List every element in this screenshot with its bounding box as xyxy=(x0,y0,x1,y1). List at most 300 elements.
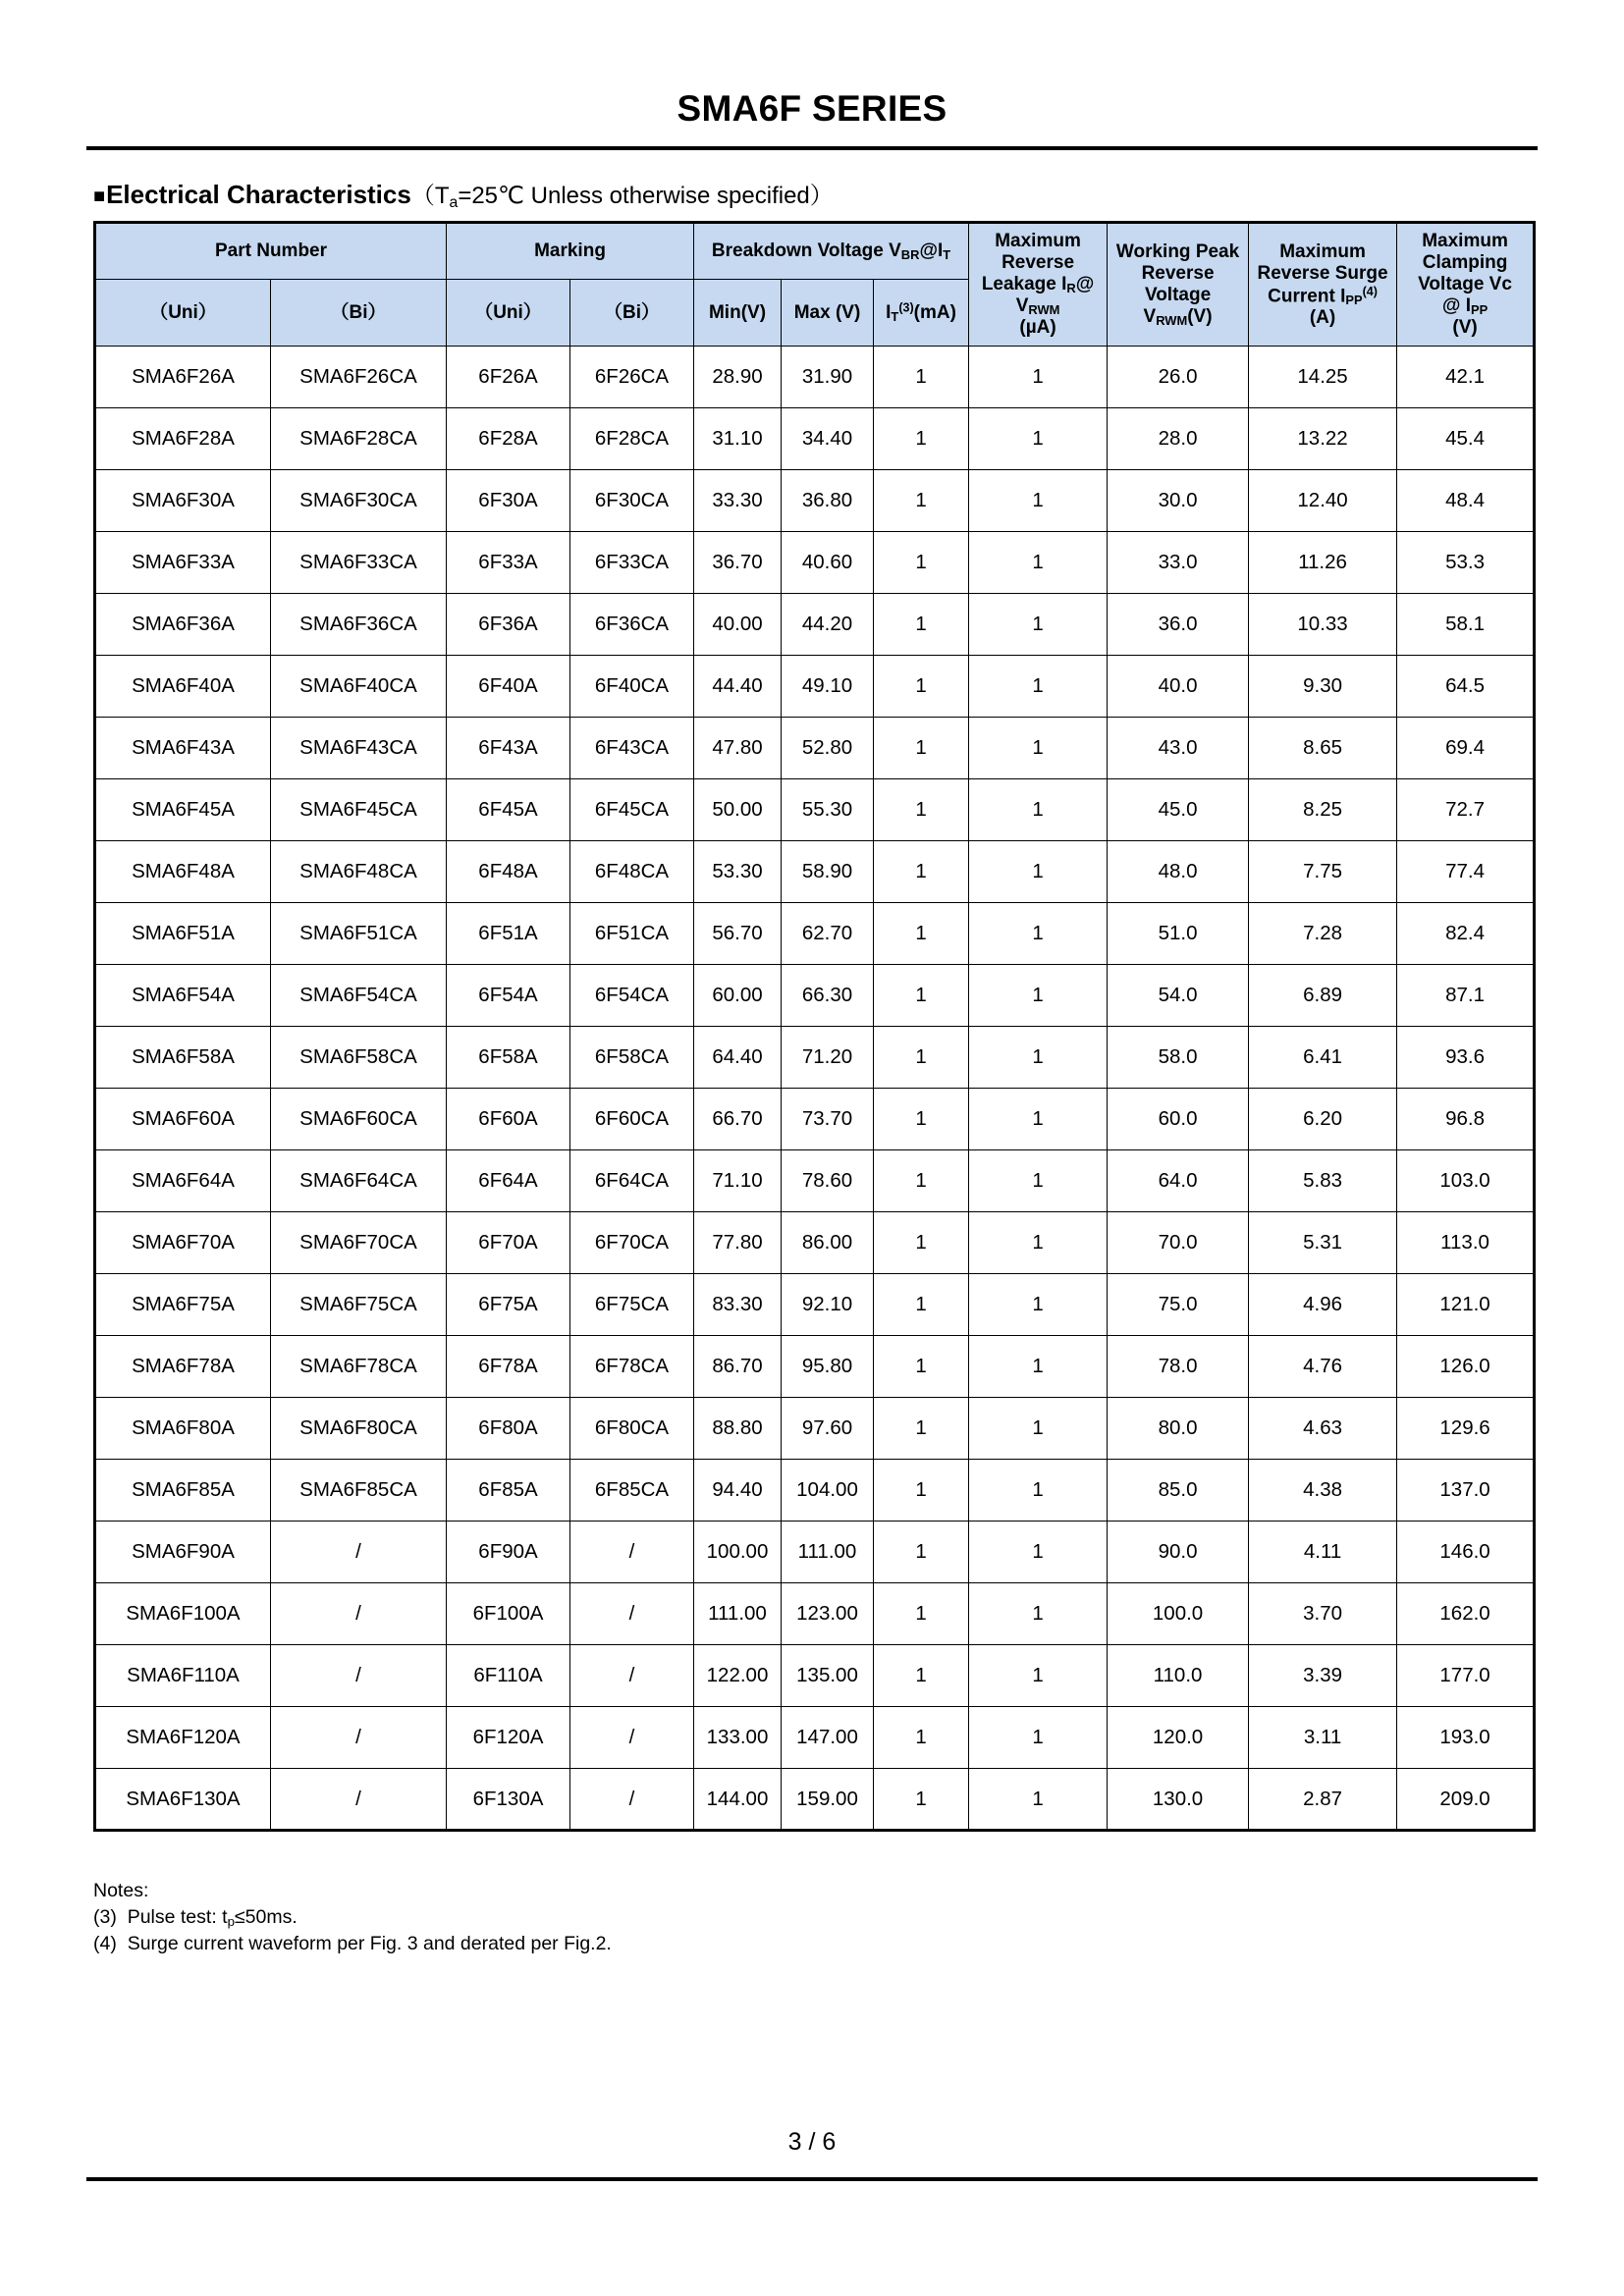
cell-working-peak-voltage: 110.0 xyxy=(1108,1645,1249,1707)
cell-vbr-max: 123.00 xyxy=(782,1583,874,1645)
cell-reverse-surge-current: 3.39 xyxy=(1249,1645,1397,1707)
cell-vbr-max: 66.30 xyxy=(782,965,874,1027)
cell-working-peak-voltage: 33.0 xyxy=(1108,532,1249,594)
cell-vbr-min: 53.30 xyxy=(694,841,782,903)
cell-it: 1 xyxy=(874,1212,969,1274)
table-row xyxy=(95,1398,1535,1460)
cell-marking-uni: 6F60A xyxy=(447,1089,570,1150)
cell-part-number-uni: SMA6F60A xyxy=(95,1089,271,1150)
cell-vbr-min: 56.70 xyxy=(694,903,782,965)
cell-part-number-bi: SMA6F26CA xyxy=(271,347,447,408)
cell-working-peak-voltage: 45.0 xyxy=(1108,779,1249,841)
breakdown-voltage-text: Breakdown Voltage V xyxy=(711,240,901,262)
cell-vbr-max: 78.60 xyxy=(782,1150,874,1212)
cell-part-number-uni: SMA6F90A xyxy=(95,1522,271,1583)
cell-marking-uni: 6F100A xyxy=(447,1583,570,1645)
cell-working-peak-voltage: 85.0 xyxy=(1108,1460,1249,1522)
subcol-vbr-min: Min(V) xyxy=(694,280,782,347)
cell-reverse-surge-current: 6.20 xyxy=(1249,1089,1397,1150)
cell-vbr-min: 44.40 xyxy=(694,656,782,718)
cell-reverse-surge-current: 7.75 xyxy=(1249,841,1397,903)
cell-reverse-surge-current: 11.26 xyxy=(1249,532,1397,594)
cell-working-peak-voltage: 48.0 xyxy=(1108,841,1249,903)
cell-reverse-leakage: 1 xyxy=(969,1274,1108,1336)
max-clamp-line3: Voltage Vc xyxy=(1418,274,1512,295)
cell-it: 1 xyxy=(874,1274,969,1336)
cell-part-number-bi: SMA6F80CA xyxy=(271,1398,447,1460)
cell-marking-bi: 6F54CA xyxy=(570,965,694,1027)
table-row xyxy=(95,1089,1535,1150)
cell-marking-bi: 6F36CA xyxy=(570,594,694,656)
breakdown-voltage-at: @I xyxy=(919,240,944,262)
cell-marking-bi: 6F28CA xyxy=(570,408,694,470)
cell-it: 1 xyxy=(874,841,969,903)
table-row xyxy=(95,965,1535,1027)
cell-clamping-voltage: 177.0 xyxy=(1397,1645,1535,1707)
cell-vbr-max: 34.40 xyxy=(782,408,874,470)
cell-working-peak-voltage: 30.0 xyxy=(1108,470,1249,532)
cell-clamping-voltage: 45.4 xyxy=(1397,408,1535,470)
cell-reverse-surge-current: 8.65 xyxy=(1249,718,1397,779)
cell-part-number-uni: SMA6F78A xyxy=(95,1336,271,1398)
cell-it: 1 xyxy=(874,470,969,532)
cell-it: 1 xyxy=(874,1089,969,1150)
cell-reverse-surge-current: 8.25 xyxy=(1249,779,1397,841)
cell-vbr-max: 40.60 xyxy=(782,532,874,594)
cell-part-number-uni: SMA6F120A xyxy=(95,1707,271,1769)
max-reverse-leakage-line1: Maximum xyxy=(995,231,1081,252)
table-row xyxy=(95,347,1535,408)
cell-part-number-uni: SMA6F64A xyxy=(95,1150,271,1212)
cell-reverse-surge-current: 5.83 xyxy=(1249,1150,1397,1212)
cell-clamping-voltage: 82.4 xyxy=(1397,903,1535,965)
cell-vbr-max: 49.10 xyxy=(782,656,874,718)
cell-marking-uni: 6F45A xyxy=(447,779,570,841)
cell-vbr-max: 92.10 xyxy=(782,1274,874,1336)
cell-part-number-uni: SMA6F100A xyxy=(95,1583,271,1645)
cell-reverse-leakage: 1 xyxy=(969,408,1108,470)
cell-working-peak-voltage: 36.0 xyxy=(1108,594,1249,656)
cell-vbr-max: 95.80 xyxy=(782,1336,874,1398)
max-reverse-leakage-line3: Leakage $I_R@$ xyxy=(981,274,1095,296)
cell-part-number-uni: SMA6F130A xyxy=(95,1769,271,1831)
cell-it: 1 xyxy=(874,965,969,1027)
cell-clamping-voltage: 87.1 xyxy=(1397,965,1535,1027)
table-row xyxy=(95,1027,1535,1089)
cell-part-number-bi: SMA6F64CA xyxy=(271,1150,447,1212)
cell-marking-bi: 6F48CA xyxy=(570,841,694,903)
cell-reverse-surge-current: 4.76 xyxy=(1249,1336,1397,1398)
cell-clamping-voltage: 137.0 xyxy=(1397,1460,1535,1522)
cell-reverse-leakage: 1 xyxy=(969,965,1108,1027)
cell-marking-bi: 6F80CA xyxy=(570,1398,694,1460)
cell-working-peak-voltage: 70.0 xyxy=(1108,1212,1249,1274)
cell-part-number-bi: / xyxy=(271,1707,447,1769)
cell-part-number-uni: SMA6F54A xyxy=(95,965,271,1027)
cell-working-peak-voltage: 78.0 xyxy=(1108,1336,1249,1398)
table-row xyxy=(95,594,1535,656)
cell-reverse-surge-current: 9.30 xyxy=(1249,656,1397,718)
max-clamp-unit: (V) xyxy=(1452,317,1478,339)
table-row xyxy=(95,1583,1535,1645)
cell-clamping-voltage: 126.0 xyxy=(1397,1336,1535,1398)
table-row xyxy=(95,532,1535,594)
title-divider xyxy=(86,146,1538,150)
cell-marking-bi: 6F64CA xyxy=(570,1150,694,1212)
cell-it: 1 xyxy=(874,594,969,656)
cell-vbr-min: 66.70 xyxy=(694,1089,782,1150)
cell-it: 1 xyxy=(874,1769,969,1831)
cell-marking-uni: 6F120A xyxy=(447,1707,570,1769)
cell-part-number-uni: SMA6F36A xyxy=(95,594,271,656)
cell-marking-bi: / xyxy=(570,1707,694,1769)
cell-clamping-voltage: 77.4 xyxy=(1397,841,1535,903)
cell-reverse-leakage: 1 xyxy=(969,1398,1108,1460)
cell-reverse-surge-current: 13.22 xyxy=(1249,408,1397,470)
cell-working-peak-voltage: 130.0 xyxy=(1108,1769,1249,1831)
notes-block xyxy=(93,1878,1624,1956)
cell-reverse-surge-current: 3.70 xyxy=(1249,1583,1397,1645)
cell-vbr-max: 159.00 xyxy=(782,1769,874,1831)
table-row xyxy=(95,408,1535,470)
cell-it: 1 xyxy=(874,1522,969,1583)
cell-reverse-surge-current: 6.89 xyxy=(1249,965,1397,1027)
cell-clamping-voltage: 129.6 xyxy=(1397,1398,1535,1460)
cell-it: 1 xyxy=(874,408,969,470)
cell-it: 1 xyxy=(874,1398,969,1460)
note-3-number: (3) xyxy=(93,1905,117,1928)
cell-vbr-max: 62.70 xyxy=(782,903,874,965)
cell-marking-uni: 6F28A xyxy=(447,408,570,470)
table-row xyxy=(95,656,1535,718)
cell-vbr-min: 133.00 xyxy=(694,1707,782,1769)
cell-reverse-leakage: 1 xyxy=(969,779,1108,841)
cell-reverse-leakage: 1 xyxy=(969,656,1108,718)
cell-vbr-min: 33.30 xyxy=(694,470,782,532)
cell-reverse-surge-current: 14.25 xyxy=(1249,347,1397,408)
cell-marking-uni: 6F78A xyxy=(447,1336,570,1398)
cell-part-number-bi: SMA6F43CA xyxy=(271,718,447,779)
max-surge-line1: Maximum xyxy=(1279,240,1366,262)
cell-part-number-uni: SMA6F43A xyxy=(95,718,271,779)
subcol-it: $I_T^{(3)}(mA)$ xyxy=(874,280,969,347)
section-bullet-icon: ■ xyxy=(93,186,107,207)
cell-marking-uni: 6F54A xyxy=(447,965,570,1027)
cell-working-peak-voltage: 40.0 xyxy=(1108,656,1249,718)
cell-part-number-bi: SMA6F54CA xyxy=(271,965,447,1027)
cell-part-number-bi: / xyxy=(271,1645,447,1707)
cell-vbr-min: 36.70 xyxy=(694,532,782,594)
cell-reverse-leakage: 1 xyxy=(969,1336,1108,1398)
cell-part-number-bi: SMA6F36CA xyxy=(271,594,447,656)
cell-part-number-bi: SMA6F75CA xyxy=(271,1274,447,1336)
table-row xyxy=(95,1336,1535,1398)
cell-clamping-voltage: 53.3 xyxy=(1397,532,1535,594)
cell-vbr-min: 50.00 xyxy=(694,779,782,841)
working-peak-line4: $V_{RWM}(V)$ xyxy=(1143,306,1213,329)
section-heading xyxy=(93,181,1624,211)
cell-part-number-bi: / xyxy=(271,1583,447,1645)
cell-part-number-bi: SMA6F45CA xyxy=(271,779,447,841)
cell-working-peak-voltage: 54.0 xyxy=(1108,965,1249,1027)
cell-it: 1 xyxy=(874,1583,969,1645)
cell-reverse-leakage: 1 xyxy=(969,1212,1108,1274)
cell-vbr-min: 47.80 xyxy=(694,718,782,779)
cell-working-peak-voltage: 120.0 xyxy=(1108,1707,1249,1769)
cell-vbr-min: 94.40 xyxy=(694,1460,782,1522)
cell-vbr-min: 71.10 xyxy=(694,1150,782,1212)
cell-vbr-min: 60.00 xyxy=(694,965,782,1027)
subcol-marking-uni: （Uni） xyxy=(447,280,570,347)
section-heading-label: Electrical Characteristics xyxy=(106,180,411,209)
cell-vbr-min: 64.40 xyxy=(694,1027,782,1089)
cell-vbr-min: 88.80 xyxy=(694,1398,782,1460)
cell-marking-bi: 6F85CA xyxy=(570,1460,694,1522)
cell-marking-bi: / xyxy=(570,1645,694,1707)
cell-vbr-min: 31.10 xyxy=(694,408,782,470)
table-row xyxy=(95,1274,1535,1336)
cell-clamping-voltage: 64.5 xyxy=(1397,656,1535,718)
working-peak-line3: Voltage xyxy=(1144,285,1212,306)
cell-part-number-bi: SMA6F28CA xyxy=(271,408,447,470)
max-clamp-line4: @ $I_{PP}$ xyxy=(1441,295,1489,318)
cell-vbr-min: 100.00 xyxy=(694,1522,782,1583)
page-title: SMA6F SERIES xyxy=(677,88,947,129)
cell-part-number-uni: SMA6F58A xyxy=(95,1027,271,1089)
cell-marking-bi: / xyxy=(570,1769,694,1831)
cell-reverse-surge-current: 4.63 xyxy=(1249,1398,1397,1460)
cell-vbr-max: 58.90 xyxy=(782,841,874,903)
cell-part-number-uni: SMA6F26A xyxy=(95,347,271,408)
cell-clamping-voltage: 48.4 xyxy=(1397,470,1535,532)
footer-divider xyxy=(86,2177,1538,2181)
cell-marking-bi: 6F60CA xyxy=(570,1089,694,1150)
cell-it: 1 xyxy=(874,779,969,841)
cell-it: 1 xyxy=(874,1645,969,1707)
max-surge-unit: (A) xyxy=(1309,307,1336,329)
cell-marking-uni: 6F110A xyxy=(447,1645,570,1707)
cell-reverse-surge-current: 7.28 xyxy=(1249,903,1397,965)
cell-part-number-bi: SMA6F30CA xyxy=(271,470,447,532)
cell-marking-bi: 6F70CA xyxy=(570,1212,694,1274)
cell-part-number-uni: SMA6F45A xyxy=(95,779,271,841)
cell-vbr-min: 122.00 xyxy=(694,1645,782,1707)
cell-marking-uni: 6F75A xyxy=(447,1274,570,1336)
section-condition xyxy=(411,183,834,209)
max-clamp-line1: Maximum xyxy=(1422,231,1508,252)
cell-vbr-min: 144.00 xyxy=(694,1769,782,1831)
cell-clamping-voltage: 96.8 xyxy=(1397,1089,1535,1150)
table-row xyxy=(95,779,1535,841)
table-row xyxy=(95,1645,1535,1707)
cell-part-number-uni: SMA6F80A xyxy=(95,1398,271,1460)
cell-it: 1 xyxy=(874,1707,969,1769)
cell-vbr-max: 44.20 xyxy=(782,594,874,656)
cell-part-number-uni: SMA6F33A xyxy=(95,532,271,594)
cell-marking-bi: 6F43CA xyxy=(570,718,694,779)
cell-marking-uni: 6F51A xyxy=(447,903,570,965)
cell-reverse-surge-current: 4.38 xyxy=(1249,1460,1397,1522)
working-peak-line2: Reverse xyxy=(1141,263,1215,285)
cell-working-peak-voltage: 60.0 xyxy=(1108,1089,1249,1150)
cell-vbr-max: 31.90 xyxy=(782,347,874,408)
cell-part-number-bi: SMA6F51CA xyxy=(271,903,447,965)
cell-reverse-leakage: 1 xyxy=(969,532,1108,594)
cell-working-peak-voltage: 100.0 xyxy=(1108,1583,1249,1645)
cell-part-number-uni: SMA6F28A xyxy=(95,408,271,470)
table-row xyxy=(95,470,1535,532)
cell-clamping-voltage: 42.1 xyxy=(1397,347,1535,408)
cell-part-number-uni: SMA6F51A xyxy=(95,903,271,965)
cell-it: 1 xyxy=(874,1150,969,1212)
cell-reverse-leakage: 1 xyxy=(969,1522,1108,1583)
cell-reverse-leakage: 1 xyxy=(969,1089,1108,1150)
subcol-part-number-bi: （Bi） xyxy=(271,280,447,347)
cell-reverse-leakage: 1 xyxy=(969,594,1108,656)
cell-part-number-bi: SMA6F85CA xyxy=(271,1460,447,1522)
cell-vbr-max: 55.30 xyxy=(782,779,874,841)
cell-marking-uni: 6F40A xyxy=(447,656,570,718)
col-max-reverse-surge-current xyxy=(1249,223,1397,347)
condition-suffix: =25℃ Unless otherwise specified） xyxy=(458,183,834,209)
cell-it: 1 xyxy=(874,718,969,779)
table-row xyxy=(95,1460,1535,1522)
cell-marking-uni: 6F26A xyxy=(447,347,570,408)
note-4 xyxy=(93,1931,1624,1957)
cell-marking-bi: 6F58CA xyxy=(570,1027,694,1089)
cell-marking-bi: 6F30CA xyxy=(570,470,694,532)
cell-marking-bi: 6F40CA xyxy=(570,656,694,718)
cell-marking-uni: 6F64A xyxy=(447,1150,570,1212)
cell-working-peak-voltage: 80.0 xyxy=(1108,1398,1249,1460)
cell-vbr-max: 111.00 xyxy=(782,1522,874,1583)
cell-reverse-surge-current: 6.41 xyxy=(1249,1027,1397,1089)
page-number: 3 / 6 xyxy=(787,2128,837,2156)
cell-part-number-uni: SMA6F85A xyxy=(95,1460,271,1522)
cell-reverse-surge-current: 4.96 xyxy=(1249,1274,1397,1336)
cell-part-number-bi: / xyxy=(271,1769,447,1831)
cell-marking-bi: 6F78CA xyxy=(570,1336,694,1398)
cell-clamping-voltage: 93.6 xyxy=(1397,1027,1535,1089)
cell-marking-bi: 6F51CA xyxy=(570,903,694,965)
cell-marking-bi: 6F45CA xyxy=(570,779,694,841)
cell-vbr-max: 71.20 xyxy=(782,1027,874,1089)
table-header-row-group xyxy=(95,223,1535,280)
cell-clamping-voltage: 121.0 xyxy=(1397,1274,1535,1336)
cell-clamping-voltage: 72.7 xyxy=(1397,779,1535,841)
cell-reverse-leakage: 1 xyxy=(969,1769,1108,1831)
cell-marking-uni: 6F48A xyxy=(447,841,570,903)
cell-working-peak-voltage: 51.0 xyxy=(1108,903,1249,965)
subcol-vbr-max: Max (V) xyxy=(782,280,874,347)
col-max-clamping-voltage xyxy=(1397,223,1535,347)
table-row xyxy=(95,841,1535,903)
table-row xyxy=(95,1522,1535,1583)
working-peak-line1: Working Peak xyxy=(1115,241,1240,263)
cell-part-number-uni: SMA6F110A xyxy=(95,1645,271,1707)
cell-working-peak-voltage: 26.0 xyxy=(1108,347,1249,408)
table-body xyxy=(95,347,1535,1831)
cell-clamping-voltage: 209.0 xyxy=(1397,1769,1535,1831)
table-row xyxy=(95,1707,1535,1769)
max-surge-line2: Reverse Surge xyxy=(1257,262,1388,284)
cell-marking-bi: 6F75CA xyxy=(570,1274,694,1336)
cell-vbr-max: 86.00 xyxy=(782,1212,874,1274)
col-group-marking: Marking xyxy=(447,223,694,280)
cell-working-peak-voltage: 28.0 xyxy=(1108,408,1249,470)
cell-vbr-min: 28.90 xyxy=(694,347,782,408)
cell-working-peak-voltage: 43.0 xyxy=(1108,718,1249,779)
cell-it: 1 xyxy=(874,1027,969,1089)
cell-vbr-max: 36.80 xyxy=(782,470,874,532)
subcol-marking-bi: （Bi） xyxy=(570,280,694,347)
cell-working-peak-voltage: 90.0 xyxy=(1108,1522,1249,1583)
cell-vbr-max: 73.70 xyxy=(782,1089,874,1150)
cell-vbr-max: 52.80 xyxy=(782,718,874,779)
cell-working-peak-voltage: 64.0 xyxy=(1108,1150,1249,1212)
cell-part-number-bi: SMA6F60CA xyxy=(271,1089,447,1150)
cell-part-number-uni: SMA6F30A xyxy=(95,470,271,532)
cell-reverse-leakage: 1 xyxy=(969,841,1108,903)
cell-clamping-voltage: 113.0 xyxy=(1397,1212,1535,1274)
cell-vbr-max: 135.00 xyxy=(782,1645,874,1707)
max-reverse-leakage-unit: (µA) xyxy=(1019,317,1056,339)
col-group-breakdown-voltage xyxy=(694,223,969,280)
max-reverse-leakage-line2: Reverse xyxy=(1001,252,1075,274)
note-4-number: (4) xyxy=(93,1933,117,1955)
cell-reverse-leakage: 1 xyxy=(969,1027,1108,1089)
cell-marking-uni: 6F85A xyxy=(447,1460,570,1522)
cell-marking-uni: 6F33A xyxy=(447,532,570,594)
cell-part-number-bi: SMA6F33CA xyxy=(271,532,447,594)
cell-vbr-min: 83.30 xyxy=(694,1274,782,1336)
cell-marking-uni: 6F80A xyxy=(447,1398,570,1460)
cell-clamping-voltage: 162.0 xyxy=(1397,1583,1535,1645)
cell-reverse-leakage: 1 xyxy=(969,1645,1108,1707)
cell-reverse-leakage: 1 xyxy=(969,718,1108,779)
cell-reverse-leakage: 1 xyxy=(969,1150,1108,1212)
cell-clamping-voltage: 193.0 xyxy=(1397,1707,1535,1769)
col-max-reverse-leakage xyxy=(969,223,1108,347)
cell-it: 1 xyxy=(874,1460,969,1522)
cell-reverse-leakage: 1 xyxy=(969,1583,1108,1645)
cell-vbr-max: 97.60 xyxy=(782,1398,874,1460)
breakdown-voltage-sub-t: T xyxy=(943,247,951,263)
cell-marking-uni: 6F43A xyxy=(447,718,570,779)
cell-clamping-voltage: 103.0 xyxy=(1397,1150,1535,1212)
cell-vbr-min: 86.70 xyxy=(694,1336,782,1398)
table-row xyxy=(95,1769,1535,1831)
cell-part-number-uni: SMA6F75A xyxy=(95,1274,271,1336)
table-header xyxy=(95,223,1535,347)
table-row xyxy=(95,903,1535,965)
cell-clamping-voltage: 146.0 xyxy=(1397,1522,1535,1583)
cell-vbr-max: 147.00 xyxy=(782,1707,874,1769)
cell-working-peak-voltage: 58.0 xyxy=(1108,1027,1249,1089)
col-group-part-number: Part Number xyxy=(95,223,447,280)
cell-part-number-uni: SMA6F48A xyxy=(95,841,271,903)
cell-part-number-bi: SMA6F40CA xyxy=(271,656,447,718)
condition-prefix: （T xyxy=(410,183,450,209)
note-3: (3) Pulse test: $t_p\le 50ms$. xyxy=(93,1905,298,1930)
table-row xyxy=(95,1212,1535,1274)
cell-marking-uni: 6F70A xyxy=(447,1212,570,1274)
cell-it: 1 xyxy=(874,903,969,965)
cell-vbr-min: 40.00 xyxy=(694,594,782,656)
cell-reverse-surge-current: 10.33 xyxy=(1249,594,1397,656)
cell-part-number-bi: / xyxy=(271,1522,447,1583)
max-surge-line3: Current $I_{PP}^{(4)}$ xyxy=(1268,284,1378,307)
